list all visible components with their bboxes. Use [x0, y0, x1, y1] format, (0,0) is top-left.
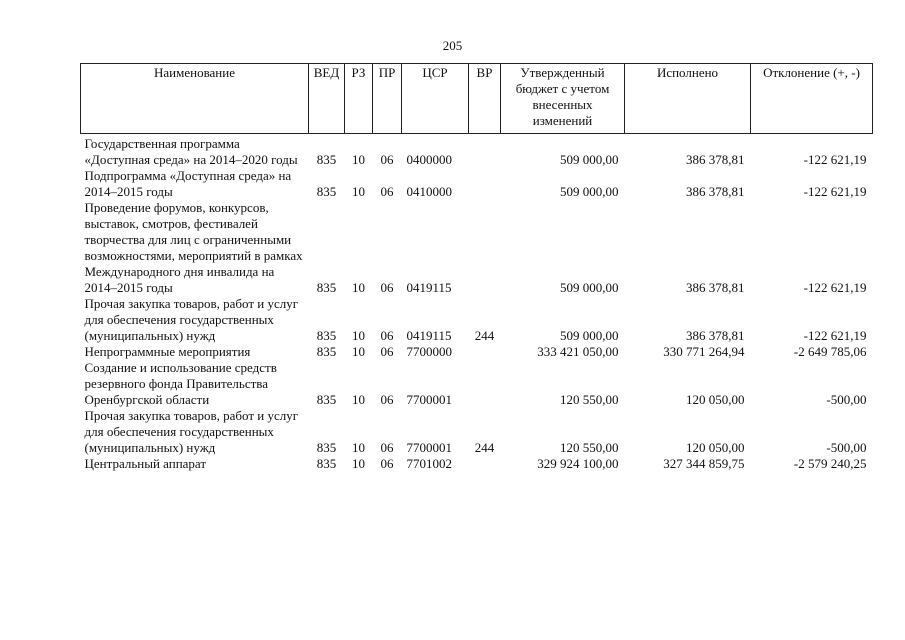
- table-row: [81, 456, 873, 472]
- row-pr: 06: [380, 152, 394, 167]
- row-pr: 06: [380, 456, 394, 471]
- row-pr: 06: [380, 392, 394, 407]
- row-deviation: -500,00: [826, 440, 867, 455]
- row-executed: 386 378,81: [686, 152, 745, 167]
- header-budget: Утвержденный бюджет с учетом внесенных изменений: [501, 64, 625, 134]
- row-executed: 386 378,81: [686, 184, 745, 199]
- row-ved: 835: [316, 184, 337, 199]
- header-rz: РЗ: [345, 64, 373, 134]
- row-executed: 327 344 859,75: [663, 456, 745, 471]
- row-deviation: -122 621,19: [803, 152, 867, 167]
- row-vr: 244: [474, 328, 495, 343]
- table-row: [81, 134, 873, 169]
- table-row: [81, 344, 873, 360]
- row-rz: 10: [352, 280, 365, 295]
- row-vr: [469, 134, 501, 169]
- row-budget: 509 000,00: [560, 152, 619, 167]
- row-deviation: -2 579 240,25: [793, 456, 867, 471]
- row-pr: 06: [380, 328, 394, 343]
- row-deviation: -122 621,19: [803, 328, 867, 343]
- table-row: [81, 296, 873, 344]
- row-name: Центральный аппарат: [84, 456, 207, 471]
- row-csr: 7700001: [406, 440, 452, 455]
- budget-table: [80, 63, 873, 472]
- row-csr: 0419115: [406, 328, 452, 343]
- row-vr: [469, 456, 501, 472]
- row-name: Прочая закупка товаров, работ и услуг для обеспечения государственных (муниципальных) нужд: [84, 408, 299, 455]
- row-name: Проведение форумов, конкурсов, выставок, смотров, фестивалей творчества для лиц с ограниченными возможностями, мероприятий в рамках Международного дня инвалида на 2014–2015 годы: [84, 200, 303, 295]
- row-budget: 120 550,00: [560, 440, 619, 455]
- row-vr: [469, 360, 501, 408]
- row-rz: 10: [352, 344, 365, 359]
- row-ved: 835: [316, 344, 337, 359]
- row-budget: 509 000,00: [560, 184, 619, 199]
- row-rz: 10: [352, 328, 365, 343]
- header-deviation: Отклонение (+, -): [751, 64, 873, 134]
- row-deviation: -500,00: [826, 392, 867, 407]
- row-csr: 0410000: [406, 184, 452, 199]
- row-csr: 7700000: [406, 344, 452, 359]
- row-ved: 835: [316, 280, 337, 295]
- row-ved: 835: [316, 152, 337, 167]
- row-csr: 7701002: [406, 456, 452, 471]
- row-budget: 333 421 050,00: [537, 344, 619, 359]
- header-executed: Исполнено: [625, 64, 751, 134]
- row-deviation: -122 621,19: [803, 280, 867, 295]
- row-rz: 10: [352, 392, 365, 407]
- row-ved: 835: [316, 440, 337, 455]
- row-vr: [469, 200, 501, 296]
- row-rz: 10: [352, 152, 365, 167]
- row-csr: 7700001: [406, 392, 452, 407]
- row-budget: 509 000,00: [560, 280, 619, 295]
- row-vr: 244: [474, 440, 495, 455]
- row-rz: 10: [352, 184, 365, 199]
- table-row: [81, 408, 873, 456]
- row-csr: 0400000: [406, 152, 452, 167]
- header-name: Наименование: [81, 64, 309, 134]
- page-number: 205: [442, 38, 463, 53]
- table-row: [81, 200, 873, 296]
- row-csr: 0419115: [406, 280, 452, 295]
- row-executed: 386 378,81: [686, 280, 745, 295]
- row-name: Непрограммные мероприятия: [84, 344, 251, 359]
- row-pr: 06: [380, 280, 394, 295]
- row-name: Государственная программа «Доступная среда» на 2014–2020 годы: [84, 136, 298, 167]
- header-csr: ЦСР: [402, 64, 469, 134]
- row-budget: 509 000,00: [560, 328, 619, 343]
- table-row: [81, 360, 873, 408]
- row-name: Прочая закупка товаров, работ и услуг для обеспечения государственных (муниципальных) нужд: [84, 296, 299, 343]
- header-ved: ВЕД: [309, 64, 345, 134]
- row-ved: 835: [316, 456, 337, 471]
- header-pr: ПР: [373, 64, 402, 134]
- row-deviation: -2 649 785,06: [793, 344, 867, 359]
- table-body: [81, 134, 873, 473]
- row-ved: 835: [316, 392, 337, 407]
- row-executed: 120 050,00: [686, 392, 745, 407]
- row-pr: 06: [380, 184, 394, 199]
- header-vr: ВР: [469, 64, 501, 134]
- row-rz: 10: [352, 440, 365, 455]
- row-vr: [469, 168, 501, 200]
- row-deviation: -122 621,19: [803, 184, 867, 199]
- table-header: [81, 64, 873, 134]
- row-executed: 330 771 264,94: [663, 344, 745, 359]
- row-vr: [469, 344, 501, 360]
- row-name: Создание и использование средств резервного фонда Правительства Оренбургской области: [84, 360, 277, 407]
- row-pr: 06: [380, 344, 394, 359]
- row-executed: 386 378,81: [686, 328, 745, 343]
- row-executed: 120 050,00: [686, 440, 745, 455]
- table-row: [81, 168, 873, 200]
- row-budget: 329 924 100,00: [537, 456, 619, 471]
- row-name: Подпрограмма «Доступная среда» на 2014–2015 годы: [84, 168, 292, 199]
- row-rz: 10: [352, 456, 365, 471]
- row-ved: 835: [316, 328, 337, 343]
- row-budget: 120 550,00: [560, 392, 619, 407]
- row-pr: 06: [380, 440, 394, 455]
